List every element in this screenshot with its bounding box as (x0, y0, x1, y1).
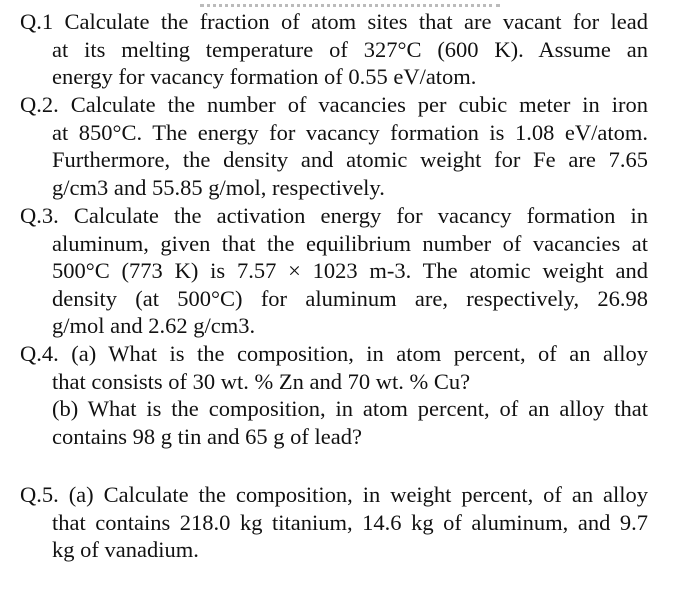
text-line: (b) What is the composition, in atom percent, of an alloy that (52, 396, 648, 422)
question-3 (20, 202, 648, 340)
text-line: at its melting temperature of 327°C (600 K). Assume an (52, 36, 648, 62)
text-line: Q.4. (a) What is the composition, in atom percent, of an alloy (20, 341, 648, 366)
text-line: that contains 218.0 kg titanium, 14.6 kg of aluminum, and 9.7 (52, 509, 648, 535)
question-5 (20, 481, 648, 564)
text-line: g/cm3 and 55.85 g/mol, respectively. (52, 174, 385, 200)
text-line: density (at 500°C) for aluminum are, respectively, 26.98 (52, 285, 648, 311)
text-line: that consists of 30 wt. % Zn and 70 wt. % Cu? (52, 368, 471, 394)
text-line: aluminum, given that the equilibrium number of vacancies at (52, 230, 648, 256)
text-line: kg of vanadium. (52, 537, 199, 563)
text-line: Furthermore, the density and atomic weight for Fe are 7.65 (52, 147, 648, 173)
text-line: g/mol and 2.62 g/cm3. (52, 313, 256, 339)
text-line: Q.5. (a) Calculate the composition, in weight percent, of an alloy (20, 482, 648, 507)
text-line: Q.1 Calculate the fraction of atom sites that are vacant for lead (20, 9, 648, 34)
question-4 (20, 340, 648, 450)
question-2 (20, 91, 648, 201)
text-line: 500°C (773 K) is 7.57 × 1023 m-3. The atomic weight and (52, 258, 648, 284)
cropped-heading-remnant (200, 0, 500, 7)
text-line: at 850°C. The energy for vacancy formation is 1.08 eV/atom. (52, 119, 648, 145)
text-line: Q.3. Calculate the activation energy for vacancy formation in (20, 203, 648, 228)
text-line: contains 98 g tin and 65 g of lead? (52, 423, 362, 449)
question-1 (20, 8, 648, 91)
text-line: energy for vacancy formation of 0.55 eV/atom. (52, 64, 477, 90)
text-line: Q.2. Calculate the number of vacancies per cubic meter in iron (20, 92, 648, 117)
